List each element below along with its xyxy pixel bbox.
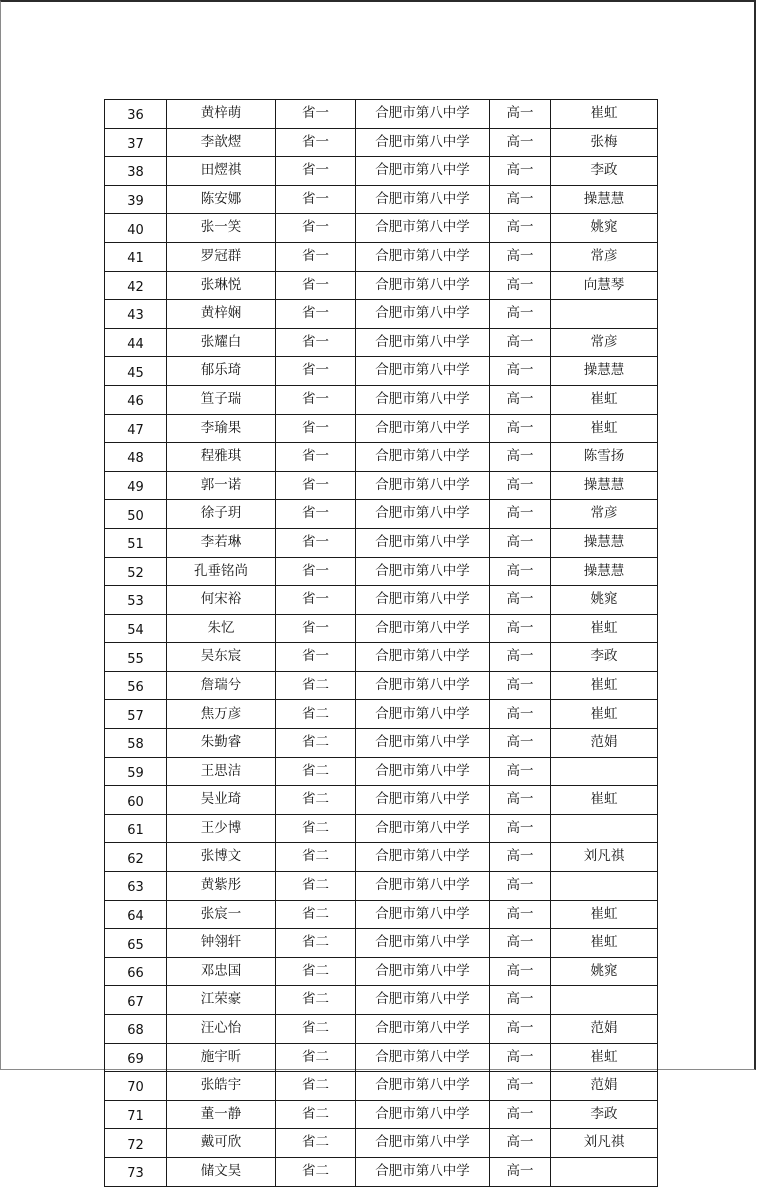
- teacher-name-cell: 崔虹: [551, 1043, 658, 1072]
- student-name-cell: 郁乐琦: [167, 357, 276, 386]
- table-row: [105, 357, 658, 386]
- grade-cell: 高一: [490, 843, 551, 872]
- teacher-name-cell: 姚窕: [551, 586, 658, 615]
- school-name-cell: 合肥市第八中学: [356, 643, 490, 672]
- table-row: [105, 957, 658, 986]
- student-name-cell: 何宋裕: [167, 586, 276, 615]
- award-level-cell: 省一: [276, 414, 356, 443]
- award-level-cell: 省一: [276, 528, 356, 557]
- row-number-cell: 71: [105, 1100, 167, 1129]
- teacher-name-cell: 操慧慧: [551, 471, 658, 500]
- row-number-cell: 63: [105, 872, 167, 901]
- row-number-cell: 65: [105, 929, 167, 958]
- award-level-cell: 省一: [276, 242, 356, 271]
- school-name-cell: 合肥市第八中学: [356, 729, 490, 758]
- table-row: [105, 843, 658, 872]
- grade-cell: 高一: [490, 557, 551, 586]
- row-number-cell: 55: [105, 643, 167, 672]
- school-name-cell: 合肥市第八中学: [356, 814, 490, 843]
- teacher-name-cell: 向慧琴: [551, 271, 658, 300]
- table-row: [105, 872, 658, 901]
- award-level-cell: 省一: [276, 300, 356, 329]
- award-level-cell: 省二: [276, 700, 356, 729]
- grade-cell: 高一: [490, 1100, 551, 1129]
- grade-cell: 高一: [490, 185, 551, 214]
- table-row: [105, 1072, 658, 1101]
- teacher-name-cell: 操慧慧: [551, 557, 658, 586]
- student-name-cell: 储文昊: [167, 1157, 276, 1186]
- table-row: [105, 300, 658, 329]
- teacher-name-cell: 崔虹: [551, 100, 658, 129]
- student-name-cell: 詹瑞兮: [167, 671, 276, 700]
- row-number-cell: 57: [105, 700, 167, 729]
- teacher-name-cell: 李政: [551, 643, 658, 672]
- student-name-cell: 江荣豪: [167, 986, 276, 1015]
- table-row: [105, 443, 658, 472]
- award-level-cell: 省一: [276, 385, 356, 414]
- grade-cell: 高一: [490, 214, 551, 243]
- row-number-cell: 44: [105, 328, 167, 357]
- school-name-cell: 合肥市第八中学: [356, 157, 490, 186]
- school-name-cell: 合肥市第八中学: [356, 443, 490, 472]
- award-level-cell: 省二: [276, 786, 356, 815]
- table-row: [105, 986, 658, 1015]
- school-name-cell: 合肥市第八中学: [356, 500, 490, 529]
- grade-cell: 高一: [490, 986, 551, 1015]
- teacher-name-cell: 崔虹: [551, 614, 658, 643]
- teacher-name-cell: 操慧慧: [551, 185, 658, 214]
- grade-cell: 高一: [490, 157, 551, 186]
- grade-cell: 高一: [490, 1129, 551, 1158]
- award-level-cell: 省二: [276, 986, 356, 1015]
- award-level-cell: 省二: [276, 1129, 356, 1158]
- award-level-cell: 省一: [276, 443, 356, 472]
- school-name-cell: 合肥市第八中学: [356, 1129, 490, 1158]
- grade-cell: 高一: [490, 1015, 551, 1044]
- row-number-cell: 53: [105, 586, 167, 615]
- teacher-name-cell: 崔虹: [551, 929, 658, 958]
- row-number-cell: 56: [105, 671, 167, 700]
- grade-cell: 高一: [490, 1072, 551, 1101]
- student-name-cell: 黄梓萌: [167, 100, 276, 129]
- student-name-cell: 朱勤睿: [167, 729, 276, 758]
- table-row: [105, 1129, 658, 1158]
- teacher-name-cell: [551, 872, 658, 901]
- award-level-cell: 省二: [276, 1043, 356, 1072]
- student-name-cell: 戴可欣: [167, 1129, 276, 1158]
- student-name-cell: 陈安娜: [167, 185, 276, 214]
- row-number-cell: 70: [105, 1072, 167, 1101]
- grade-cell: 高一: [490, 328, 551, 357]
- table-row: [105, 614, 658, 643]
- teacher-name-cell: [551, 300, 658, 329]
- row-number-cell: 51: [105, 528, 167, 557]
- award-level-cell: 省二: [276, 1100, 356, 1129]
- award-level-cell: 省二: [276, 900, 356, 929]
- table-row: [105, 900, 658, 929]
- table-row: [105, 586, 658, 615]
- award-level-cell: 省一: [276, 185, 356, 214]
- row-number-cell: 46: [105, 385, 167, 414]
- grade-cell: 高一: [490, 1157, 551, 1186]
- table-row: [105, 100, 658, 129]
- award-level-cell: 省一: [276, 214, 356, 243]
- school-name-cell: 合肥市第八中学: [356, 1015, 490, 1044]
- award-level-cell: 省二: [276, 843, 356, 872]
- teacher-name-cell: 张梅: [551, 128, 658, 157]
- teacher-name-cell: 常彦: [551, 500, 658, 529]
- grade-cell: 高一: [490, 128, 551, 157]
- grade-cell: 高一: [490, 929, 551, 958]
- teacher-name-cell: 崔虹: [551, 414, 658, 443]
- teacher-name-cell: 操慧慧: [551, 528, 658, 557]
- award-level-cell: 省二: [276, 1015, 356, 1044]
- table-row: [105, 814, 658, 843]
- row-number-cell: 61: [105, 814, 167, 843]
- school-name-cell: 合肥市第八中学: [356, 185, 490, 214]
- school-name-cell: 合肥市第八中学: [356, 957, 490, 986]
- row-number-cell: 58: [105, 729, 167, 758]
- table-row: [105, 729, 658, 758]
- row-number-cell: 50: [105, 500, 167, 529]
- table-row: [105, 700, 658, 729]
- award-level-cell: 省二: [276, 757, 356, 786]
- award-level-cell: 省二: [276, 957, 356, 986]
- student-name-cell: 张宸一: [167, 900, 276, 929]
- student-name-cell: 黄紫彤: [167, 872, 276, 901]
- grade-cell: 高一: [490, 614, 551, 643]
- award-level-cell: 省一: [276, 157, 356, 186]
- grade-cell: 高一: [490, 100, 551, 129]
- school-name-cell: 合肥市第八中学: [356, 414, 490, 443]
- student-name-cell: 张一笑: [167, 214, 276, 243]
- row-number-cell: 73: [105, 1157, 167, 1186]
- teacher-name-cell: 常彦: [551, 242, 658, 271]
- teacher-name-cell: 操慧慧: [551, 357, 658, 386]
- grade-cell: 高一: [490, 671, 551, 700]
- student-name-cell: 张耀白: [167, 328, 276, 357]
- row-number-cell: 72: [105, 1129, 167, 1158]
- student-name-cell: 田熤祺: [167, 157, 276, 186]
- grade-cell: 高一: [490, 500, 551, 529]
- table-row: [105, 1015, 658, 1044]
- teacher-name-cell: 刘凡祺: [551, 843, 658, 872]
- student-name-cell: 徐子玥: [167, 500, 276, 529]
- student-name-cell: 钟翎轩: [167, 929, 276, 958]
- row-number-cell: 48: [105, 443, 167, 472]
- row-number-cell: 36: [105, 100, 167, 129]
- grade-cell: 高一: [490, 786, 551, 815]
- award-table: [104, 99, 658, 1187]
- table-row: [105, 214, 658, 243]
- table-row: [105, 328, 658, 357]
- row-number-cell: 52: [105, 557, 167, 586]
- grade-cell: 高一: [490, 528, 551, 557]
- table-row: [105, 242, 658, 271]
- grade-cell: 高一: [490, 271, 551, 300]
- school-name-cell: 合肥市第八中学: [356, 471, 490, 500]
- school-name-cell: 合肥市第八中学: [356, 357, 490, 386]
- table-row: [105, 500, 658, 529]
- school-name-cell: 合肥市第八中学: [356, 271, 490, 300]
- award-level-cell: 省一: [276, 643, 356, 672]
- teacher-name-cell: 姚窕: [551, 214, 658, 243]
- table-row: [105, 271, 658, 300]
- teacher-name-cell: 范娟: [551, 729, 658, 758]
- school-name-cell: 合肥市第八中学: [356, 528, 490, 557]
- teacher-name-cell: [551, 986, 658, 1015]
- row-number-cell: 66: [105, 957, 167, 986]
- table-row: [105, 643, 658, 672]
- student-name-cell: 郭一诺: [167, 471, 276, 500]
- student-name-cell: 王少博: [167, 814, 276, 843]
- award-level-cell: 省二: [276, 814, 356, 843]
- school-name-cell: 合肥市第八中学: [356, 986, 490, 1015]
- school-name-cell: 合肥市第八中学: [356, 300, 490, 329]
- grade-cell: 高一: [490, 700, 551, 729]
- school-name-cell: 合肥市第八中学: [356, 757, 490, 786]
- row-number-cell: 60: [105, 786, 167, 815]
- award-level-cell: 省二: [276, 729, 356, 758]
- school-name-cell: 合肥市第八中学: [356, 1043, 490, 1072]
- grade-cell: 高一: [490, 957, 551, 986]
- row-number-cell: 42: [105, 271, 167, 300]
- table-row: [105, 1043, 658, 1072]
- row-number-cell: 39: [105, 185, 167, 214]
- table-row: [105, 671, 658, 700]
- school-name-cell: 合肥市第八中学: [356, 872, 490, 901]
- teacher-name-cell: 常彦: [551, 328, 658, 357]
- row-number-cell: 64: [105, 900, 167, 929]
- student-name-cell: 李瑜果: [167, 414, 276, 443]
- student-name-cell: 董一静: [167, 1100, 276, 1129]
- teacher-name-cell: [551, 814, 658, 843]
- table-row: [105, 385, 658, 414]
- student-name-cell: 吴业琦: [167, 786, 276, 815]
- teacher-name-cell: 李政: [551, 157, 658, 186]
- student-name-cell: 孔垂铭尚: [167, 557, 276, 586]
- grade-cell: 高一: [490, 757, 551, 786]
- award-level-cell: 省一: [276, 100, 356, 129]
- table-row: [105, 786, 658, 815]
- table-row: [105, 471, 658, 500]
- teacher-name-cell: 陈雪扬: [551, 443, 658, 472]
- school-name-cell: 合肥市第八中学: [356, 1100, 490, 1129]
- student-name-cell: 罗冠群: [167, 242, 276, 271]
- grade-cell: 高一: [490, 872, 551, 901]
- award-level-cell: 省一: [276, 557, 356, 586]
- grade-cell: 高一: [490, 242, 551, 271]
- school-name-cell: 合肥市第八中学: [356, 128, 490, 157]
- student-name-cell: 黄梓娴: [167, 300, 276, 329]
- row-number-cell: 41: [105, 242, 167, 271]
- grade-cell: 高一: [490, 814, 551, 843]
- school-name-cell: 合肥市第八中学: [356, 328, 490, 357]
- school-name-cell: 合肥市第八中学: [356, 214, 490, 243]
- school-name-cell: 合肥市第八中学: [356, 900, 490, 929]
- grade-cell: 高一: [490, 1043, 551, 1072]
- teacher-name-cell: 崔虹: [551, 900, 658, 929]
- student-name-cell: 张博文: [167, 843, 276, 872]
- school-name-cell: 合肥市第八中学: [356, 242, 490, 271]
- table-row: [105, 185, 658, 214]
- student-name-cell: 李若琳: [167, 528, 276, 557]
- row-number-cell: 69: [105, 1043, 167, 1072]
- award-level-cell: 省一: [276, 500, 356, 529]
- table-row: [105, 557, 658, 586]
- award-level-cell: 省一: [276, 128, 356, 157]
- teacher-name-cell: 范娟: [551, 1072, 658, 1101]
- row-number-cell: 45: [105, 357, 167, 386]
- row-number-cell: 40: [105, 214, 167, 243]
- award-level-cell: 省一: [276, 471, 356, 500]
- grade-cell: 高一: [490, 643, 551, 672]
- grade-cell: 高一: [490, 900, 551, 929]
- grade-cell: 高一: [490, 471, 551, 500]
- school-name-cell: 合肥市第八中学: [356, 1072, 490, 1101]
- teacher-name-cell: 姚窕: [551, 957, 658, 986]
- student-name-cell: 张琳悦: [167, 271, 276, 300]
- teacher-name-cell: 范娟: [551, 1015, 658, 1044]
- student-name-cell: 笪子瑞: [167, 385, 276, 414]
- award-level-cell: 省一: [276, 357, 356, 386]
- teacher-name-cell: [551, 1157, 658, 1186]
- table-row: [105, 128, 658, 157]
- student-name-cell: 邓忠国: [167, 957, 276, 986]
- school-name-cell: 合肥市第八中学: [356, 1157, 490, 1186]
- award-level-cell: 省二: [276, 1157, 356, 1186]
- table-row: [105, 414, 658, 443]
- row-number-cell: 43: [105, 300, 167, 329]
- award-level-cell: 省一: [276, 614, 356, 643]
- school-name-cell: 合肥市第八中学: [356, 586, 490, 615]
- award-level-cell: 省二: [276, 929, 356, 958]
- teacher-name-cell: 崔虹: [551, 786, 658, 815]
- row-number-cell: 59: [105, 757, 167, 786]
- award-level-cell: 省二: [276, 872, 356, 901]
- table-row: [105, 528, 658, 557]
- award-level-cell: 省一: [276, 271, 356, 300]
- grade-cell: 高一: [490, 414, 551, 443]
- grade-cell: 高一: [490, 385, 551, 414]
- school-name-cell: 合肥市第八中学: [356, 843, 490, 872]
- award-level-cell: 省二: [276, 671, 356, 700]
- award-level-cell: 省一: [276, 586, 356, 615]
- table-body: [105, 100, 658, 1187]
- table-row: [105, 757, 658, 786]
- school-name-cell: 合肥市第八中学: [356, 700, 490, 729]
- table-row: [105, 1157, 658, 1186]
- school-name-cell: 合肥市第八中学: [356, 786, 490, 815]
- student-name-cell: 王思洁: [167, 757, 276, 786]
- row-number-cell: 49: [105, 471, 167, 500]
- row-number-cell: 37: [105, 128, 167, 157]
- teacher-name-cell: 崔虹: [551, 671, 658, 700]
- teacher-name-cell: 李政: [551, 1100, 658, 1129]
- grade-cell: 高一: [490, 300, 551, 329]
- row-number-cell: 68: [105, 1015, 167, 1044]
- grade-cell: 高一: [490, 443, 551, 472]
- school-name-cell: 合肥市第八中学: [356, 385, 490, 414]
- school-name-cell: 合肥市第八中学: [356, 100, 490, 129]
- student-name-cell: 施宇昕: [167, 1043, 276, 1072]
- row-number-cell: 54: [105, 614, 167, 643]
- student-name-cell: 汪心怡: [167, 1015, 276, 1044]
- student-name-cell: 朱忆: [167, 614, 276, 643]
- teacher-name-cell: 崔虹: [551, 700, 658, 729]
- row-number-cell: 67: [105, 986, 167, 1015]
- table-row: [105, 929, 658, 958]
- student-name-cell: 焦万彦: [167, 700, 276, 729]
- row-number-cell: 62: [105, 843, 167, 872]
- school-name-cell: 合肥市第八中学: [356, 557, 490, 586]
- award-level-cell: 省二: [276, 1072, 356, 1101]
- student-name-cell: 张皓宇: [167, 1072, 276, 1101]
- table-row: [105, 1100, 658, 1129]
- teacher-name-cell: 崔虹: [551, 385, 658, 414]
- award-level-cell: 省一: [276, 328, 356, 357]
- student-name-cell: 程雅琪: [167, 443, 276, 472]
- row-number-cell: 38: [105, 157, 167, 186]
- school-name-cell: 合肥市第八中学: [356, 671, 490, 700]
- school-name-cell: 合肥市第八中学: [356, 929, 490, 958]
- grade-cell: 高一: [490, 729, 551, 758]
- row-number-cell: 47: [105, 414, 167, 443]
- table-row: [105, 157, 658, 186]
- teacher-name-cell: [551, 757, 658, 786]
- student-name-cell: 吴东宸: [167, 643, 276, 672]
- school-name-cell: 合肥市第八中学: [356, 614, 490, 643]
- teacher-name-cell: 刘凡祺: [551, 1129, 658, 1158]
- grade-cell: 高一: [490, 357, 551, 386]
- student-name-cell: 李歆熤: [167, 128, 276, 157]
- grade-cell: 高一: [490, 586, 551, 615]
